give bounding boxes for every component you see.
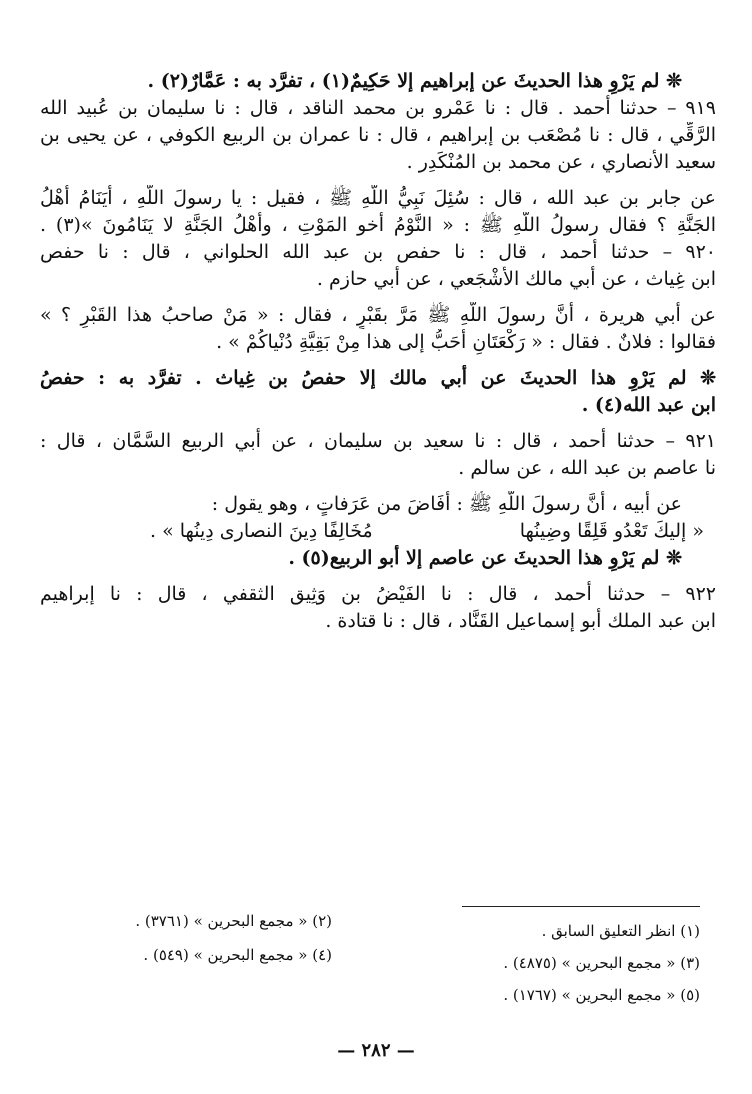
- note-line-3: ❊ لم يَرْوِ هذا الحديثَ عن عاصم إلا أبو الربيع(٥) .: [288, 547, 682, 569]
- verse-hemistich-2: مُخَالِفًا دِينَ النصارى دِينُها » .: [150, 520, 373, 542]
- hadith-920-line-1: ٩٢٠ – حدثنا أحمد ، قال : نا حفص بن عبد الله الحلواني ، قال : نا حفص: [40, 241, 716, 263]
- footnote-divider: [462, 906, 700, 907]
- hadith-921-matn-1: عن أبيه ، أنَّ رسولَ اللَّهِ ﷺ : أَفَاضَ من عَرَفاتٍ ، وهو يقول :: [211, 493, 682, 515]
- verse-hemistich-1: « إليكَ تَعْدُو قَلِقًا وضِينُها: [519, 520, 704, 542]
- hadith-920-matn-1: عن أبي هريرة ، أنَّ رسولَ اللَّهِ ﷺ مَرَّ بقَبْرٍ ، فقال : « مَنْ صاحبُ هذا القَبْرِ ؟ »: [40, 304, 716, 326]
- poetry-verse: [40, 518, 716, 545]
- footnote-1: (١) انظر التعليق السابق .: [541, 922, 700, 940]
- hadith-921-line-2: نا عاصم بن عبد الله ، عن سالم .: [458, 457, 716, 479]
- hadith-922-line-1: ٩٢٢ – حدثنا أحمد ، قال : نا الفَيْضُ بن وَثِيق الثقفي ، قال : نا إبراهيم: [40, 583, 716, 605]
- hadith-922-line-2: ابن عبد الملك أبو إسماعيل القَنَّاد ، قال : نا قتادة .: [325, 610, 716, 632]
- hadith-920-matn-2: فقالوا : فلانٌ . فقال : « رَكْعَتَانِ أَحَبُّ إلى هذا مِنْ بَقِيَّةِ دُنْياكُمْ » .: [216, 331, 716, 353]
- hadith-921-line-1: ٩٢١ – حدثنا أحمد ، قال : نا سعيد بن سليمان ، عن أبي الربيع السَّمَّان ، قال :: [40, 430, 716, 452]
- hadith-919-line-1: ٩١٩ – حدثنا أحمد . قال : نا عَمْرو بن محمد الناقد ، قال : نا سليمان بن عُبيد الله: [40, 97, 716, 119]
- footnote-3: (٣) « مجمع البحرين » (٤٨٧٥) .: [503, 954, 700, 972]
- hadith-919-matn-2: الجَنَّةِ ؟ فقال رسولُ اللَّهِ ﷺ : « النَّوْمُ أخو المَوْتِ ، وأَهْلُ الجَنَّةِ لا يَنَامُونَ »(٣) .: [40, 214, 716, 236]
- hadith-919-line-3: سعيد الأنصاري ، عن محمد بن المُنْكَدِر .: [406, 151, 716, 173]
- hadith-919-matn-1: عن جابر بن عبد الله ، قال : سُئِلَ نَبِيُّ اللَّهِ ﷺ ، فقيل : يا رسولَ اللَّهِ ، أَيَنَامُ أَهْلُ: [40, 187, 716, 209]
- footnote-4: (٤) « مجمع البحرين » (٥٤٩) .: [143, 946, 332, 964]
- note-line-2b: ابن عبد الله(٤) .: [581, 394, 716, 416]
- hadith-919-line-2: الرَّقِّي ، قال : نا مُصْعَب بن إبراهيم ، قال : نا عمران بن الربيع الكوفي ، عن يحيى بن: [40, 124, 716, 146]
- page-body: [40, 68, 716, 635]
- hadith-920-line-2: ابن غِياث ، عن أبي مالك الأَشْجَعي ، عن أبي حازم .: [316, 268, 716, 290]
- page-number: — ٢٨٢ —: [337, 1040, 415, 1061]
- footnote-5: (٥) « مجمع البحرين » (١٧٦٧) .: [503, 986, 700, 1004]
- note-line-1: ❊ لم يَرْوِ هذا الحديثَ عن إبراهيم إلا حَكِيمٌ(١) ، تفرَّد به : عَمَّارٌ(٢) .: [147, 70, 682, 92]
- note-line-2: ❊ لم يَرْوِ هذا الحديثَ عن أبي مالك إلا حفصُ بن غِياث . تفرَّد به : حفصُ: [40, 367, 716, 389]
- footnote-2: (٢) « مجمع البحرين » (٣٧٦١) .: [135, 912, 332, 930]
